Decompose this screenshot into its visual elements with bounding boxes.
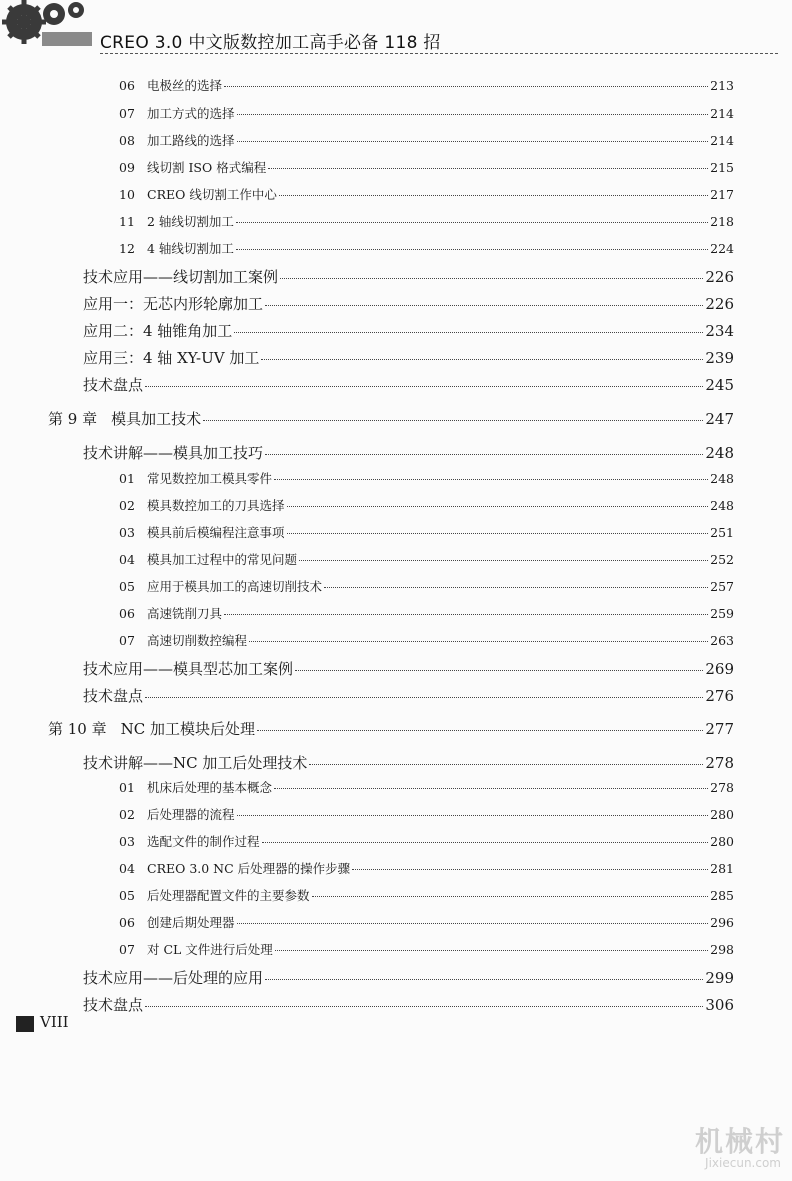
entry-title: 高速铣削刀具 [147,606,223,621]
entry-page-number: 234 [705,322,734,340]
dot-leader [287,533,709,534]
entry-page-number: 218 [710,214,734,229]
entry-number: 03 [119,834,135,849]
book-title: CREO 3.0 中文版数控加工高手必备 118 招 [100,33,441,53]
entry-title: 对 CL 文件进行后处理 [147,942,273,957]
dot-leader [261,359,703,360]
entry-number: 06 [119,915,135,930]
dot-leader [265,454,703,455]
entry-number: 12 [119,241,135,256]
entry-page-number: 214 [710,133,734,148]
entry-page-number: 257 [710,579,734,594]
section-entry [83,374,734,395]
entry-page-number: 299 [705,969,734,987]
section-entry [83,658,734,679]
entry-title: 应用三：4 轴 XY-UV 加工 [83,349,260,367]
chapter-number: 第 9 章 [48,410,98,428]
entry-title: 技术盘点 [83,376,144,394]
entry-page-number: 276 [705,687,734,705]
dot-leader [275,950,708,951]
entry-number: 06 [119,606,135,621]
dot-leader [274,479,708,480]
section-entry [83,347,734,368]
subsection-entry [119,577,734,595]
dot-leader [237,815,709,816]
entry-page-number: 248 [710,471,734,486]
dot-leader [274,788,708,789]
entry-page-number: 296 [710,915,734,930]
subsection-entry [119,886,734,904]
entry-page-number: 281 [710,861,734,876]
dot-leader [237,141,709,142]
subsection-entry [119,550,734,568]
dot-leader [237,923,709,924]
section-entry [83,752,734,773]
section-entry [83,994,734,1015]
dot-leader [265,979,703,980]
entry-page-number: 217 [710,187,734,202]
subsection-entry [119,158,734,176]
entry-page-number: 280 [710,834,734,849]
entry-number: 10 [119,187,135,202]
watermark [675,1120,785,1175]
entry-page-number: 263 [710,633,734,648]
subsection-entry [119,496,734,514]
entry-page-number: 269 [705,660,734,678]
entry-number: 05 [119,888,135,903]
dot-leader [262,842,709,843]
entry-number: 07 [119,106,135,121]
subsection-entry [119,778,734,796]
entry-page-number: 278 [710,780,734,795]
entry-number: 05 [119,579,135,594]
dot-leader [309,764,703,765]
entry-title: CREO 线切割工作中心 [147,187,277,202]
entry-title: 技术讲解——NC 加工后处理技术 [83,754,308,772]
section-entry [83,967,734,988]
dot-leader [265,305,703,306]
entry-title: 技术应用——模具型芯加工案例 [83,660,294,678]
dot-leader [257,730,703,731]
entry-title: 电极丝的选择 [147,78,223,93]
entry-title: 线切割 ISO 格式编程 [147,160,267,175]
entry-title: 模具前后模编程注意事项 [147,525,285,540]
entry-page-number: 298 [710,942,734,957]
subsection-entry [119,131,734,149]
dot-leader [224,86,708,87]
dot-leader [234,332,703,333]
section-entry [83,266,734,287]
dot-leader [312,896,709,897]
entry-title: 应用一：无芯内形轮廓加工 [83,295,264,313]
entry-number: 01 [119,471,135,486]
subsection-entry [119,832,734,850]
dot-leader [279,195,708,196]
entry-number: 02 [119,807,135,822]
entry-title: 常见数控加工模具零件 [147,471,273,486]
subsection-entry [119,212,734,230]
section-entry [83,685,734,706]
entry-page-number: 252 [710,552,734,567]
section-entry [83,320,734,341]
entry-title: 后处理器配置文件的主要参数 [147,888,310,903]
entry-page-number: 280 [710,807,734,822]
page-marker-block [16,1016,34,1032]
entry-page-number: 285 [710,888,734,903]
entry-title: 高速切削数控编程 [147,633,248,648]
entry-title: 模具加工技术 [111,410,202,428]
dot-leader [352,869,708,870]
subsection-entry [119,859,734,877]
entry-title: NC 加工模块后处理 [120,720,255,738]
entry-page-number: 239 [705,349,734,367]
entry-title: 模具加工过程中的常见问题 [147,552,298,567]
dot-leader [236,249,708,250]
dot-leader [237,114,709,115]
dot-leader [145,386,703,387]
entry-page-number: 245 [705,376,734,394]
watermark-text: 机械村 [694,1125,785,1158]
dot-leader [295,670,703,671]
entry-page-number: 224 [710,241,734,256]
subsection-entry [119,469,734,487]
dot-leader [299,560,708,561]
dot-leader [224,614,708,615]
chapter-entry [48,408,734,429]
entry-title: 技术盘点 [83,687,144,705]
subsection-entry [119,523,734,541]
dot-leader [236,222,708,223]
entry-number: 07 [119,942,135,957]
chapter-entry [48,718,734,739]
entry-title: 加工方式的选择 [147,106,235,121]
entry-title: 后处理器的流程 [147,807,235,822]
dot-leader [203,420,703,421]
entry-page-number: 215 [710,160,734,175]
subsection-entry [119,913,734,931]
dot-leader [268,168,708,169]
section-entry [83,442,734,463]
entry-number: 07 [119,633,135,648]
dot-leader [287,506,709,507]
entry-title: CREO 3.0 NC 后处理器的操作步骤 [147,861,351,876]
subsection-entry [119,805,734,823]
entry-title: 4 轴线切割加工 [147,241,234,256]
watermark-url: Jixiecun.com [705,1156,781,1170]
dot-leader [280,278,703,279]
entry-page-number: 278 [705,754,734,772]
subsection-entry [119,76,734,94]
page-number: VIII [40,1013,69,1031]
entry-number: 04 [119,861,135,876]
entry-page-number: 306 [705,996,734,1014]
entry-page-number: 259 [710,606,734,621]
subsection-entry [119,185,734,203]
entry-number: 11 [119,214,135,229]
entry-page-number: 248 [705,444,734,462]
entry-number: 01 [119,780,135,795]
entry-title: 加工路线的选择 [147,133,235,148]
entry-title: 创建后期处理器 [147,915,235,930]
entry-title: 机床后处理的基本概念 [147,780,273,795]
entry-page-number: 248 [710,498,734,513]
dot-leader [324,587,708,588]
dot-leader [145,697,703,698]
dot-leader [145,1006,703,1007]
entry-page-number: 214 [710,106,734,121]
subsection-entry [119,104,734,122]
entry-page-number: 251 [710,525,734,540]
dot-leader [249,641,708,642]
entry-page-number: 247 [705,410,734,428]
entry-number: 06 [119,78,135,93]
entry-number: 02 [119,498,135,513]
entry-number: 04 [119,552,135,567]
entry-title: 应用于模具加工的高速切削技术 [147,579,323,594]
subsection-entry [119,631,734,649]
entry-page-number: 226 [705,295,734,313]
chapter-number: 第 10 章 [48,720,107,738]
subsection-entry [119,239,734,257]
subsection-entry [119,604,734,622]
entry-number: 09 [119,160,135,175]
entry-number: 08 [119,133,135,148]
entry-title: 技术讲解——模具加工技巧 [83,444,264,462]
subsection-entry [119,940,734,958]
entry-page-number: 213 [710,78,734,93]
entry-title: 选配文件的制作过程 [147,834,260,849]
entry-title: 应用二：4 轴锥角加工 [83,322,233,340]
entry-page-number: 226 [705,268,734,286]
entry-title: 技术应用——线切割加工案例 [83,268,279,286]
entry-page-number: 277 [705,720,734,738]
entry-title: 2 轴线切割加工 [147,214,234,229]
section-entry [83,293,734,314]
entry-title: 技术盘点 [83,996,144,1014]
entry-title: 技术应用——后处理的应用 [83,969,264,987]
entry-number: 03 [119,525,135,540]
entry-title: 模具数控加工的刀具选择 [147,498,285,513]
